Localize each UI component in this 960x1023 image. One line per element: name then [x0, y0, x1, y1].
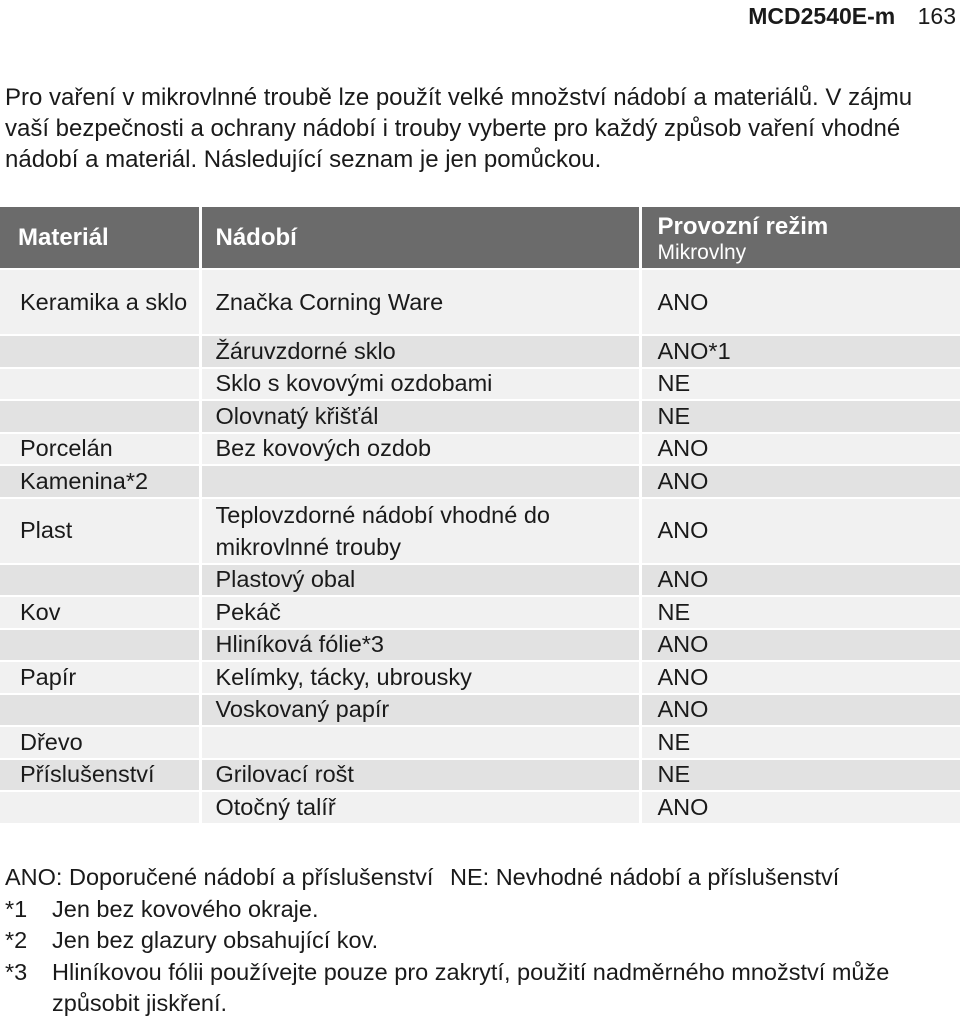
intro-paragraph: Pro vaření v mikrovlnné troubě lze použít velké množství nádobí a materiálů. V zájmu vaší bezpečnosti a ochrany nádobí i trouby vyberte pro každý způsob vaření vhodné nádobí a materiál. Následující seznam je jen pomůckou. [5, 84, 913, 173]
header-mode-title: Provozní režim [657, 212, 829, 240]
cell-mode: ANO [640, 629, 960, 662]
table-row [0, 629, 960, 662]
header-mode [640, 207, 960, 269]
footnote [5, 957, 955, 1020]
legend-ano: ANO: Doporučené nádobí a příslušenství [5, 864, 434, 890]
cell-material [0, 791, 200, 824]
cell-material: Dřevo [0, 726, 200, 759]
footnote-text: Jen bez glazury obsahující kov. [52, 927, 379, 953]
table-row [0, 661, 960, 694]
footnote-mark: *1 [5, 895, 28, 922]
cell-cookware: Olovnatý křišťál [200, 400, 640, 433]
cell-mode: ANO [640, 465, 960, 498]
footnote-text: Jen bez kovového okraje. [52, 895, 319, 922]
cell-cookware: Teplovzdorné nádobí vhodné do mikrovlnné trouby [200, 498, 640, 564]
model-name: MCD2540E-m [748, 3, 896, 29]
cell-mode: ANO [640, 269, 960, 335]
legend [5, 862, 955, 1020]
table-row [0, 726, 960, 759]
table-row [0, 465, 960, 498]
header-material: Materiál [0, 207, 200, 269]
table-row [0, 433, 960, 466]
header-mode-sub: Mikrovlny [657, 240, 747, 264]
cell-mode: ANO [640, 433, 960, 466]
cell-mode: ANO [640, 564, 960, 597]
cell-mode: ANO [640, 694, 960, 727]
table-row [0, 498, 960, 564]
cell-cookware: Značka Corning Ware [200, 269, 640, 335]
table-row [0, 596, 960, 629]
footnote-mark: *3 [5, 958, 28, 985]
table-row [0, 791, 960, 824]
cell-mode: NE [640, 400, 960, 433]
table-row [0, 759, 960, 792]
cell-material: Kov [0, 596, 200, 629]
header-cookware: Nádobí [200, 207, 640, 269]
cell-cookware: Voskovaný papír [200, 694, 640, 727]
cell-cookware: Plastový obal [200, 564, 640, 597]
cell-material: Papír [0, 661, 200, 694]
cell-cookware: Sklo s kovovými ozdobami [200, 368, 640, 401]
footnote-text: Hliníkovou fólii používejte pouze pro zakrytí, použití nadměrného množství může způsobit jiskření. [52, 958, 890, 1016]
table-row [0, 269, 960, 335]
cell-cookware: Hliníková fólie*3 [200, 629, 640, 662]
table-row [0, 400, 960, 433]
page-header [748, 2, 956, 30]
cell-material [0, 694, 200, 727]
cell-mode: ANO*1 [640, 335, 960, 368]
cell-material [0, 564, 200, 597]
legend-ne: NE: Nevhodné nádobí a příslušenství [450, 864, 840, 890]
cell-mode: ANO [640, 661, 960, 694]
cell-material: Příslušenství [0, 759, 200, 792]
table-row [0, 694, 960, 727]
cell-cookware: Kelímky, tácky, ubrousky [200, 661, 640, 694]
table-row [0, 368, 960, 401]
page-number: 163 [917, 3, 956, 29]
cell-material: Plast [0, 498, 200, 564]
table-row [0, 564, 960, 597]
cell-cookware [200, 465, 640, 498]
cell-cookware: Bez kovových ozdob [200, 433, 640, 466]
footnote [5, 894, 955, 926]
cell-mode: NE [640, 596, 960, 629]
cell-mode: NE [640, 368, 960, 401]
table-row [0, 335, 960, 368]
cell-mode: ANO [640, 498, 960, 564]
cell-cookware: Otočný talíř [200, 791, 640, 824]
cell-material [0, 400, 200, 433]
cell-cookware: Pekáč [200, 596, 640, 629]
footnote [5, 925, 955, 957]
cell-material [0, 368, 200, 401]
cell-mode: ANO [640, 791, 960, 824]
table-header-row [0, 207, 960, 269]
cell-material: Kamenina*2 [0, 465, 200, 498]
legend-key [5, 862, 955, 894]
cell-material [0, 335, 200, 368]
footnote-mark: *2 [5, 927, 28, 953]
cell-cookware: Grilovací rošt [200, 759, 640, 792]
cell-cookware [200, 726, 640, 759]
cell-material: Porcelán [0, 433, 200, 466]
cookware-table [0, 207, 960, 825]
cell-cookware: Žáruvzdorné sklo [200, 335, 640, 368]
cell-material: Keramika a sklo [0, 269, 200, 335]
cell-mode: NE [640, 759, 960, 792]
cell-mode: NE [640, 726, 960, 759]
cell-material [0, 629, 200, 662]
